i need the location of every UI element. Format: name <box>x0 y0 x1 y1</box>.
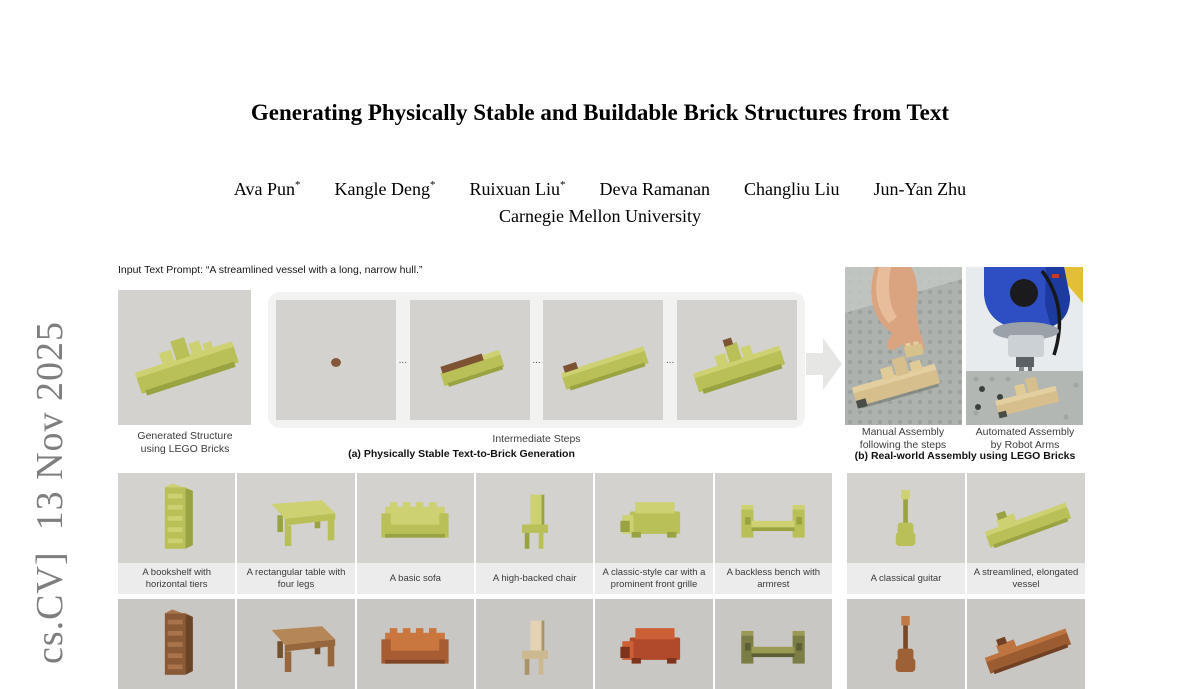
gallery-tile-caption: A rectangular table with four legs <box>237 563 354 594</box>
chair-render <box>479 476 591 560</box>
guitar-tile-image <box>847 473 965 563</box>
gallery-row1-left <box>118 473 832 594</box>
intermediate-step-render <box>677 300 797 420</box>
arxiv-watermark: cs.CV] 13 Nov 2025 <box>29 320 71 664</box>
table-render <box>240 602 352 686</box>
vessel-tile-image <box>967 599 1085 689</box>
gallery-tile <box>967 599 1085 689</box>
manual-assembly-caption: Manual Assembly following the steps <box>859 426 947 451</box>
ellipsis-separator: ... <box>532 354 541 366</box>
author-name: Ava Pun* <box>233 179 301 199</box>
bench-render <box>717 476 829 560</box>
gallery-tile-caption: A high-backed chair <box>476 563 593 594</box>
car-tile-image <box>595 599 712 689</box>
gallery-row2-right <box>847 599 1085 689</box>
bench-tile-image <box>715 599 832 689</box>
generated-structure-caption: Generated Structure using LEGO Bricks <box>137 430 233 456</box>
sofa-render <box>359 476 471 560</box>
sofa-tile-image <box>357 599 474 689</box>
caption-a: (a) Physically Stable Text-to-Brick Generation <box>348 448 575 460</box>
gallery-tile <box>118 599 235 689</box>
caption-b: (b) Real-world Assembly using LEGO Bricks <box>854 450 1076 462</box>
intermediate-steps-label: Intermediate Steps <box>492 433 581 445</box>
gallery-tile-caption: A streamlined, elongated vessel <box>967 563 1085 594</box>
author-name: Deva Ramanan <box>599 179 710 199</box>
vessel-tile-image <box>967 473 1085 563</box>
chair-tile-image <box>476 599 593 689</box>
vessel-render <box>970 602 1082 686</box>
ellipsis-separator: ... <box>398 354 407 366</box>
affiliation: Carnegie Mellon University <box>499 206 701 226</box>
guitar-render <box>850 602 962 686</box>
author-name: Kangle Deng* <box>334 179 436 199</box>
table-tile-image <box>237 599 354 689</box>
hull-short-render <box>411 313 529 408</box>
intermediate-steps-panel <box>268 292 805 428</box>
gallery-tile <box>715 473 832 594</box>
intermediate-step-render <box>410 300 530 420</box>
car-tile-image <box>595 473 712 563</box>
bookshelf-tile-image <box>118 473 235 563</box>
author-name: Changliu Liu <box>743 179 840 199</box>
table-render <box>240 476 352 560</box>
boat-full-render <box>118 303 251 413</box>
bookshelf-tile-image <box>118 599 235 689</box>
gallery-tile <box>357 599 474 689</box>
gallery-tile-caption: A backless bench with armrest <box>715 563 832 594</box>
gallery-tile <box>715 599 832 689</box>
gallery-tile <box>595 599 712 689</box>
author-name: Jun-Yan Zhu <box>873 179 967 199</box>
author-list <box>0 179 1200 200</box>
seed-render <box>277 313 395 408</box>
robot-assembly-photo <box>966 267 1083 425</box>
right-arrow-icon <box>806 336 842 392</box>
gallery-tile <box>847 473 965 594</box>
gallery-tile <box>476 473 593 594</box>
gallery-tile <box>237 473 354 594</box>
gallery-row1-right <box>847 473 1085 594</box>
gallery-tile <box>357 473 474 594</box>
bookshelf-render <box>121 476 233 560</box>
bookshelf-render <box>121 602 233 686</box>
bench-render <box>717 602 829 686</box>
automated-assembly-caption: Automated Assembly by Robot Arms <box>975 426 1075 451</box>
generated-structure-render <box>118 290 251 425</box>
gallery-tile <box>237 599 354 689</box>
gallery-tile <box>967 473 1085 594</box>
intermediate-step-render <box>543 300 663 420</box>
gallery-tile-caption: A classical guitar <box>847 563 965 594</box>
page-title: Generating Physically Stable and Buildable Brick Structures from Text <box>250 100 950 125</box>
table-tile-image <box>237 473 354 563</box>
car-render <box>598 602 710 686</box>
gallery-tile-caption: A basic sofa <box>357 563 474 594</box>
sofa-render <box>359 602 471 686</box>
gallery-tile <box>847 599 965 689</box>
ellipsis-separator: ... <box>665 354 675 366</box>
gallery-tile <box>595 473 712 594</box>
guitar-tile-image <box>847 599 965 689</box>
sofa-tile-image <box>357 473 474 563</box>
gallery-row2-left <box>118 599 832 689</box>
intermediate-step-render <box>276 300 396 420</box>
guitar-render <box>850 476 962 560</box>
manual-assembly-photo <box>845 267 962 425</box>
chair-render <box>479 602 591 686</box>
car-render <box>598 476 710 560</box>
author-name: Ruixuan Liu* <box>469 179 566 199</box>
gallery-tile-caption: A bookshelf with horizontal tiers <box>118 563 235 594</box>
chair-tile-image <box>476 473 593 563</box>
gallery-tile <box>118 473 235 594</box>
vessel-render <box>970 476 1082 560</box>
gallery-tile <box>476 599 593 689</box>
hull-long-render <box>544 313 662 408</box>
boat-near-render <box>678 313 796 408</box>
bench-tile-image <box>715 473 832 563</box>
gallery-tile-caption: A classic-style car with a prominent front grille <box>595 563 712 594</box>
input-text-prompt: Input Text Prompt: “A streamlined vessel with a long, narrow hull.” <box>118 264 423 276</box>
